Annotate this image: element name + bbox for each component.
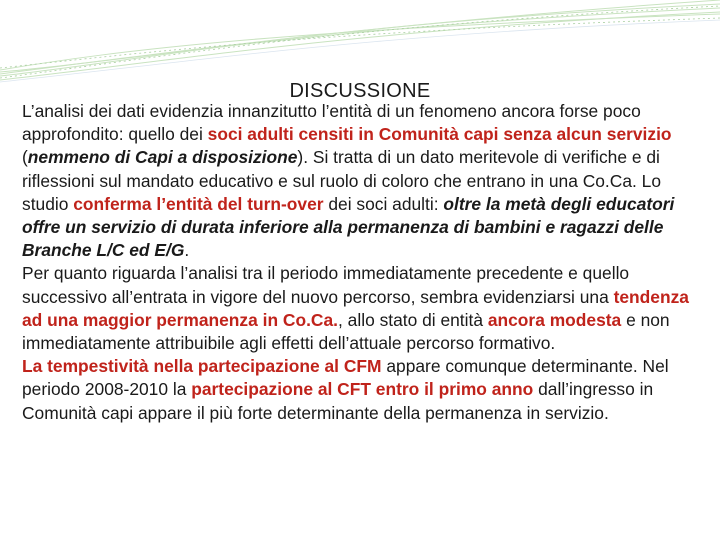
highlight-run: ancora modesta [487,309,622,330]
highlight-run: La tempestività nella partecipazione al CFM [22,356,382,377]
text-run: , allo stato di entità [338,309,488,330]
text-run: Per quanto riguarda l’analisi tra il periodo immediatamente precedente e quello successivo all’entrata in vigore del nuovo percorso, sembra evidenziarsi una [22,263,630,307]
paragraph-2 [22,262,698,355]
text-run: ( [22,147,28,168]
text-run: dall’ingresso in Comunità capi appare il più forte determinante della permanenza in servizio. [22,379,654,423]
slide-body [22,100,698,425]
highlight-run: conferma l’entità del turn-over [73,193,324,214]
slide-title: DISCUSSIONE [289,80,431,102]
text-run: dei soci adulti: [323,193,444,214]
highlight-run: soci adulti censiti in Comunità capi senza alcun servizio [207,124,672,145]
text-run: ). Si tratta di un dato meritevole di verifiche e di riflessioni sul mandato educativo e sul ruolo di coloro che entrano in una Co.Ca. Lo studio [22,147,661,214]
highlight-run: partecipazione al CFT entro il primo anno [191,379,534,400]
emphasis-run: nemmeno di Capi a disposizione [27,147,298,168]
emphasis-run: oltre la metà degli educatori offre un servizio di durata inferiore alla permanenza di bambini e ragazzi delle Branche L/C ed E/G [22,193,675,261]
text-run: e non immediatamente attribuibile agli effetti dell’attuale percorso formativo. [22,309,670,354]
text-run: . [184,240,190,261]
highlight-run: tendenza ad una maggior permanenza in Co.Ca. [22,286,689,330]
text-run: L’analisi dei dati evidenzia innanzitutto l’entità di un fenomeno ancora forse poco approfondito: quello dei [22,101,641,145]
text-run: appare comunque determinante. Nel periodo 2008-2010 la [22,356,669,400]
paragraph-3 [22,355,698,425]
paragraph-1 [22,100,698,262]
